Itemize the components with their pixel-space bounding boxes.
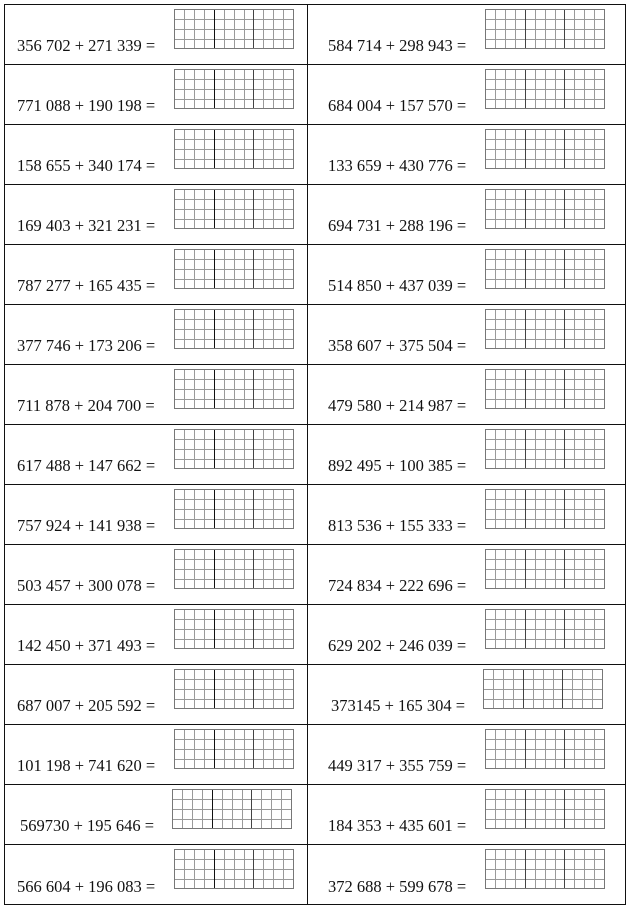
digit-group-cell[interactable]: [253, 850, 293, 888]
addition-problem: 101 198 + 741 620 =: [17, 755, 156, 775]
digit-group-cell[interactable]: [253, 370, 293, 408]
digit-group-cell[interactable]: [525, 490, 565, 528]
problem-cell-left: [5, 365, 308, 425]
addition-problem: 142 450 + 371 493 =: [17, 635, 156, 655]
digit-group-cell[interactable]: [214, 10, 254, 48]
digit-group-cell[interactable]: [525, 70, 565, 108]
digit-group-cell[interactable]: [253, 670, 293, 708]
addition-problem: 694 731 + 288 196 =: [328, 215, 467, 235]
problem-cell-right: [308, 665, 625, 725]
digit-group-cell[interactable]: [486, 310, 525, 348]
digit-group-cell[interactable]: [212, 790, 252, 828]
problem-cell-left: [5, 245, 308, 305]
answer-grid-box[interactable]: [174, 9, 294, 49]
answer-grid-box[interactable]: [174, 189, 294, 229]
digit-group-cell[interactable]: [214, 370, 254, 408]
digit-group-cell[interactable]: [214, 670, 254, 708]
digit-group-cell[interactable]: [486, 430, 525, 468]
digit-group-cell[interactable]: [486, 730, 525, 768]
digit-group-cell[interactable]: [253, 550, 293, 588]
answer-grid-box[interactable]: [485, 549, 605, 589]
answer-grid-box[interactable]: [174, 429, 294, 469]
problem-cell-right: [308, 245, 625, 305]
digit-group-cell[interactable]: [564, 10, 604, 48]
digit-group-cell[interactable]: [214, 730, 254, 768]
digit-group-cell[interactable]: [214, 190, 254, 228]
digit-group-cell[interactable]: [564, 370, 604, 408]
problem-cell-left: [5, 65, 308, 125]
digit-group-cell[interactable]: [564, 190, 604, 228]
digit-group-cell[interactable]: [486, 250, 525, 288]
answer-grid-box[interactable]: [174, 549, 294, 589]
addition-problem: 566 604 + 196 083 =: [17, 876, 156, 896]
problem-cell-left: [5, 305, 308, 365]
digit-group-cell[interactable]: [175, 670, 214, 708]
problem-cell-left: [5, 5, 308, 65]
digit-group-cell[interactable]: [525, 550, 565, 588]
digit-group-cell[interactable]: [486, 370, 525, 408]
digit-group-cell[interactable]: [564, 610, 604, 648]
answer-grid-box[interactable]: [172, 789, 292, 829]
digit-group-cell[interactable]: [214, 610, 254, 648]
answer-grid-box[interactable]: [485, 489, 605, 529]
digit-group-cell[interactable]: [525, 250, 565, 288]
answer-grid-box[interactable]: [174, 129, 294, 169]
digit-group-cell[interactable]: [251, 790, 291, 828]
digit-group-cell[interactable]: [175, 850, 214, 888]
digit-group-cell[interactable]: [525, 370, 565, 408]
addition-problem: 813 536 + 155 333 =: [328, 515, 467, 535]
digit-group-cell[interactable]: [175, 310, 214, 348]
digit-group-cell[interactable]: [525, 730, 565, 768]
digit-group-cell[interactable]: [175, 730, 214, 768]
addition-problem: 479 580 + 214 987 =: [328, 395, 467, 415]
digit-group-cell[interactable]: [486, 70, 525, 108]
digit-group-cell[interactable]: [484, 670, 523, 708]
problem-cell-left: [5, 605, 308, 665]
digit-group-cell[interactable]: [253, 10, 293, 48]
addition-problem: 169 403 + 321 231 =: [17, 215, 156, 235]
addition-problem: 356 702 + 271 339 =: [17, 35, 156, 55]
problem-cell-right: [308, 185, 625, 245]
addition-problem: 892 495 + 100 385 =: [328, 455, 467, 475]
addition-problem: 771 088 + 190 198 =: [17, 95, 156, 115]
addition-problem: 629 202 + 246 039 =: [328, 635, 467, 655]
problem-cell-right: [308, 845, 625, 905]
digit-group-cell[interactable]: [564, 790, 604, 828]
digit-group-cell[interactable]: [525, 310, 565, 348]
problem-cell-right: [308, 725, 625, 785]
problem-cell-left: [5, 845, 308, 905]
digit-group-cell[interactable]: [214, 130, 254, 168]
answer-grid-box[interactable]: [485, 189, 605, 229]
digit-group-cell[interactable]: [175, 190, 214, 228]
problem-cell-right: [308, 65, 625, 125]
answer-grid-box[interactable]: [485, 369, 605, 409]
addition-problem: 684 004 + 157 570 =: [328, 95, 467, 115]
digit-group-cell[interactable]: [175, 610, 214, 648]
answer-grid-box[interactable]: [174, 669, 294, 709]
problem-cell-right: [308, 545, 625, 605]
digit-group-cell[interactable]: [564, 70, 604, 108]
digit-group-cell[interactable]: [214, 250, 254, 288]
problem-cell-left: [5, 485, 308, 545]
addition-problem: 514 850 + 437 039 =: [328, 275, 467, 295]
addition-problem: 372 688 + 599 678 =: [328, 876, 467, 896]
digit-group-cell[interactable]: [253, 130, 293, 168]
digit-group-cell[interactable]: [525, 790, 565, 828]
digit-group-cell[interactable]: [525, 130, 565, 168]
digit-group-cell[interactable]: [564, 730, 604, 768]
digit-group-cell[interactable]: [253, 190, 293, 228]
answer-grid-box[interactable]: [485, 609, 605, 649]
answer-grid-box[interactable]: [174, 489, 294, 529]
problem-cell-left: [5, 785, 308, 845]
addition-problem: 711 878 + 204 700 =: [17, 395, 155, 415]
digit-group-cell[interactable]: [486, 610, 525, 648]
addition-problem: 503 457 + 300 078 =: [17, 575, 156, 595]
digit-group-cell[interactable]: [564, 310, 604, 348]
digit-group-cell[interactable]: [214, 310, 254, 348]
digit-group-cell[interactable]: [214, 430, 254, 468]
digit-group-cell[interactable]: [175, 430, 214, 468]
answer-grid-box[interactable]: [485, 309, 605, 349]
answer-grid-box[interactable]: [485, 729, 605, 769]
worksheet-table: [4, 4, 626, 905]
digit-group-cell[interactable]: [175, 10, 214, 48]
digit-group-cell[interactable]: [175, 250, 214, 288]
answer-grid-box[interactable]: [174, 309, 294, 349]
answer-grid-box[interactable]: [485, 249, 605, 289]
problem-cell-right: [308, 485, 625, 545]
answer-grid-box[interactable]: [174, 849, 294, 889]
problem-cell-left: [5, 725, 308, 785]
answer-grid-box[interactable]: [485, 9, 605, 49]
digit-group-cell[interactable]: [253, 610, 293, 648]
addition-problem: 687 007 + 205 592 =: [17, 695, 156, 715]
digit-group-cell[interactable]: [253, 310, 293, 348]
addition-problem: 373145 + 165 304 =: [331, 695, 466, 715]
digit-group-cell[interactable]: [564, 130, 604, 168]
digit-group-cell[interactable]: [564, 430, 604, 468]
problem-cell-left: [5, 185, 308, 245]
problem-cell-right: [308, 605, 625, 665]
addition-problem: 724 834 + 222 696 =: [328, 575, 467, 595]
answer-grid-box[interactable]: [485, 129, 605, 169]
digit-group-cell[interactable]: [214, 550, 254, 588]
digit-group-cell[interactable]: [214, 490, 254, 528]
digit-group-cell[interactable]: [214, 850, 254, 888]
digit-group-cell[interactable]: [486, 130, 525, 168]
digit-group-cell[interactable]: [525, 850, 565, 888]
addition-problem: 449 317 + 355 759 =: [328, 755, 467, 775]
answer-grid-box[interactable]: [174, 729, 294, 769]
digit-group-cell[interactable]: [486, 490, 525, 528]
problem-cell-left: [5, 125, 308, 185]
addition-problem: 617 488 + 147 662 =: [17, 455, 156, 475]
digit-group-cell[interactable]: [523, 670, 563, 708]
digit-group-cell[interactable]: [253, 250, 293, 288]
digit-group-cell[interactable]: [525, 610, 565, 648]
addition-problem: 377 746 + 173 206 =: [17, 335, 156, 355]
digit-group-cell[interactable]: [253, 430, 293, 468]
digit-group-cell[interactable]: [175, 370, 214, 408]
digit-group-cell[interactable]: [175, 550, 214, 588]
addition-problem: 757 924 + 141 938 =: [17, 515, 156, 535]
addition-problem: 787 277 + 165 435 =: [17, 275, 156, 295]
answer-grid-box[interactable]: [485, 789, 605, 829]
digit-group-cell[interactable]: [562, 670, 602, 708]
digit-group-cell[interactable]: [486, 10, 525, 48]
digit-group-cell[interactable]: [564, 550, 604, 588]
answer-grid-box[interactable]: [483, 669, 603, 709]
digit-group-cell[interactable]: [564, 850, 604, 888]
digit-group-cell[interactable]: [253, 730, 293, 768]
digit-group-cell[interactable]: [214, 70, 254, 108]
digit-group-cell[interactable]: [253, 490, 293, 528]
problem-cell-left: [5, 665, 308, 725]
problem-cell-right: [308, 305, 625, 365]
digit-group-cell[interactable]: [525, 430, 565, 468]
digit-group-cell[interactable]: [253, 70, 293, 108]
digit-group-cell[interactable]: [564, 250, 604, 288]
digit-group-cell[interactable]: [173, 790, 212, 828]
digit-group-cell[interactable]: [486, 790, 525, 828]
digit-group-cell[interactable]: [175, 490, 214, 528]
addition-problem: 133 659 + 430 776 =: [328, 155, 467, 175]
digit-group-cell[interactable]: [486, 850, 525, 888]
digit-group-cell[interactable]: [564, 490, 604, 528]
digit-group-cell[interactable]: [486, 550, 525, 588]
problem-cell-right: [308, 785, 625, 845]
problem-cell-right: [308, 5, 625, 65]
answer-grid-box[interactable]: [174, 249, 294, 289]
problem-cell-right: [308, 425, 625, 485]
problem-cell-right: [308, 125, 625, 185]
problem-cell-left: [5, 425, 308, 485]
digit-group-cell[interactable]: [175, 130, 214, 168]
digit-group-cell[interactable]: [175, 70, 214, 108]
digit-group-cell[interactable]: [525, 190, 565, 228]
answer-grid-box[interactable]: [174, 609, 294, 649]
addition-problem: 184 353 + 435 601 =: [328, 815, 467, 835]
answer-grid-box[interactable]: [485, 429, 605, 469]
addition-problem: 584 714 + 298 943 =: [328, 35, 467, 55]
answer-grid-box[interactable]: [485, 849, 605, 889]
answer-grid-box[interactable]: [174, 69, 294, 109]
answer-grid-box[interactable]: [485, 69, 605, 109]
problem-grid: [5, 5, 625, 904]
addition-problem: 569730 + 195 646 =: [20, 815, 155, 835]
digit-group-cell[interactable]: [486, 190, 525, 228]
digit-group-cell[interactable]: [525, 10, 565, 48]
addition-problem: 158 655 + 340 174 =: [17, 155, 156, 175]
addition-problem: 358 607 + 375 504 =: [328, 335, 467, 355]
problem-cell-left: [5, 545, 308, 605]
answer-grid-box[interactable]: [174, 369, 294, 409]
problem-cell-right: [308, 365, 625, 425]
